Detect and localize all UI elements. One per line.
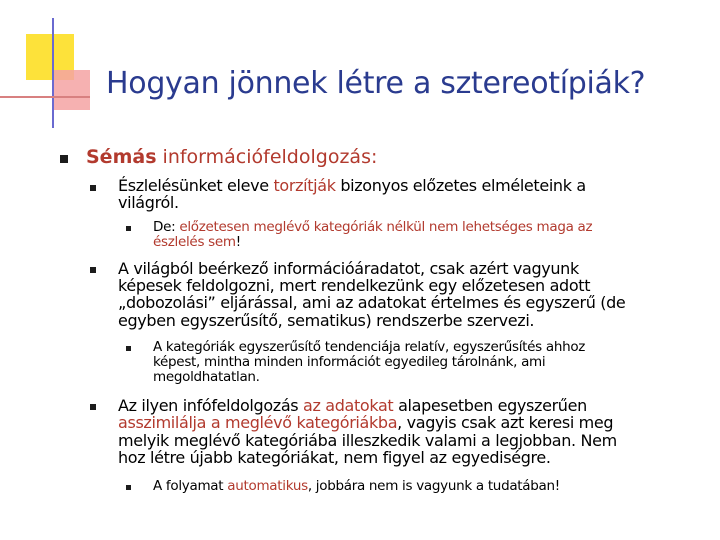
slide-title: Hogyan jönnek létre a sztereotípiák? (106, 66, 646, 101)
item-0-line-0 (118, 177, 586, 195)
text-run: egyben egyszerűsítő, sematikus) rendszerbe szervezi. (118, 311, 535, 330)
bullet-square-icon (90, 185, 96, 191)
bullet-square-icon (126, 346, 131, 351)
text-run: képest, mintha minden információt egyedileg tárolnánk, ami (153, 354, 546, 370)
emphasis-text: automatikus (227, 478, 308, 494)
decor-vertical-line (52, 18, 54, 128)
bullet-square-icon (90, 404, 96, 410)
heading-rest: információfeldolgozás: (156, 146, 378, 168)
text-run: , jobbára nem is vagyunk a tudatában! (307, 478, 560, 494)
item-2-line-1 (118, 414, 613, 432)
emphasis-text: észlelés sem (153, 234, 236, 250)
item-1-sub-line-0 (153, 340, 585, 355)
text-run: Az ilyen infófeldolgozás (118, 396, 304, 415)
item-1-line-1 (118, 277, 590, 295)
text-run: A világból beérkező információáradatot, csak azért vagyunk (118, 259, 579, 278)
emphasis-text: asszimilálja a meglévő kategóriákba (118, 413, 398, 432)
text-run: , vagyis csak azt keresi meg (397, 413, 614, 432)
decor-horizontal-line (0, 96, 90, 98)
text-run: világról. (118, 193, 179, 212)
emphasis-text: előzetesen meglévő kategóriák nélkül nem lehetséges maga az (179, 219, 593, 235)
item-2-line-2 (118, 432, 617, 450)
text-run: ! (235, 234, 241, 250)
text-run: Észlelésünket eleve (118, 176, 274, 195)
item-2-sub-line-0 (153, 479, 560, 494)
bullet-square-icon (60, 155, 68, 163)
text-run: képesek feldolgozni, mert rendelkezünk egy előzetesen adott (118, 276, 591, 295)
decor-red-square (52, 70, 90, 110)
bullet-square-icon (126, 485, 131, 490)
heading-bold: Sémás (86, 146, 157, 168)
text-run: A kategóriák egyszerűsítő tendenciája relatív, egyszerűsítés ahhoz (153, 339, 586, 355)
item-1-line-0 (118, 260, 579, 278)
item-2-line-3 (118, 449, 551, 467)
bullet-square-icon (126, 226, 131, 231)
item-0-sub-line-1 (153, 235, 241, 250)
text-run: alapesetben egyszerűen (393, 396, 587, 415)
item-1-line-2 (118, 294, 625, 312)
text-run: hoz létre újabb kategóriákat, nem figyel az egyediségre. (118, 448, 551, 467)
item-1-sub-line-1 (153, 355, 545, 370)
item-1-line-3 (118, 312, 534, 330)
text-run: A folyamat (153, 478, 228, 494)
item-2-line-0 (118, 397, 587, 415)
heading (86, 146, 377, 168)
item-0-sub-line-0 (153, 220, 592, 235)
item-1-sub-line-2 (153, 370, 260, 385)
text-run: melyik meglévő kategóriába illeszkedik valami a legjobban. Nem (118, 431, 617, 450)
emphasis-text: az adatokat (303, 396, 394, 415)
item-0-line-1 (118, 194, 179, 212)
text-run: „dobozolási” eljárással, ami az adatokat értelmes és egyszerű (de (118, 293, 626, 312)
emphasis-text: torzítják (273, 176, 336, 195)
text-run: bizonyos előzetes elméleteink a (335, 176, 586, 195)
bullet-square-icon (90, 267, 96, 273)
text-run: De: (153, 219, 180, 235)
text-run: megoldhatatlan. (153, 369, 260, 385)
